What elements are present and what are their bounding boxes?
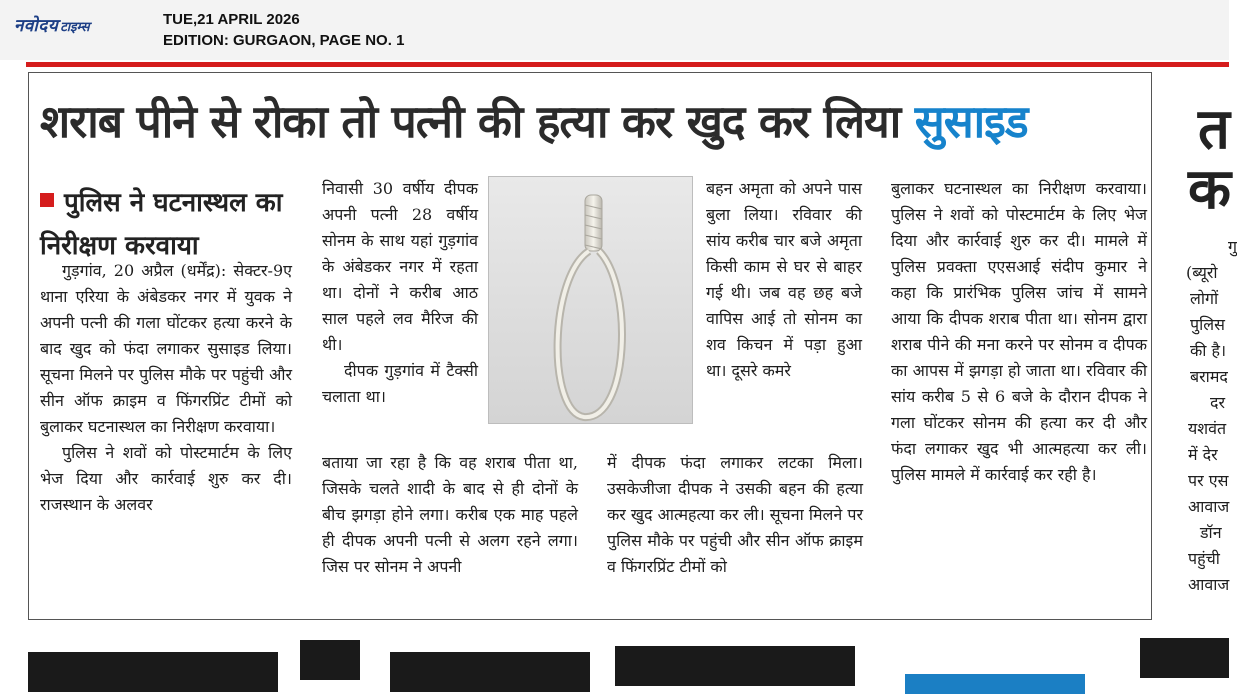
adjacent-line: (ब्यूरो: [1186, 263, 1218, 282]
headline-highlight: सुसाइड: [914, 95, 1028, 148]
article-column-3-continued: [607, 450, 863, 610]
col2-paragraph-1: निवासी 30 वर्षीय दीपक अपनी पत्नी 28 वर्षीय सोनम के साथ यहां गुड़गांव के अंबेडकर नगर में रहता था। दोनों ने करीब आठ साल पहले लव मैरिज की थी।: [322, 179, 478, 354]
epaper-header: [0, 0, 1229, 60]
adjacent-line: यशवंत: [1188, 419, 1227, 438]
adjacent-text: [1180, 234, 1237, 598]
adjacent-article-strip[interactable]: [1158, 72, 1237, 632]
headline-main: शराब पीने से रोका तो पत्नी की हत्या कर खुद कर लिया: [40, 95, 901, 148]
red-divider: [26, 62, 1229, 67]
adjacent-line: पर एस: [1188, 471, 1229, 490]
adjacent-line: में देर: [1188, 445, 1218, 464]
adjacent-line: बरामद: [1190, 367, 1228, 386]
col2-paragraph-2: दीपक गुड़गांव में टैक्सी चलाता था।: [322, 361, 478, 406]
col4-text: बुलाकर घटनास्थल का निरीक्षण करवाया। पुलिस ने शवों को पोस्टमार्टम के लिए भेज दिया और कार्रवाई शुरु कर दी। मामले में पुलिस प्रवक्ता एएसआई संदीप कुमार ने कहा कि प्रारंभिक पुलिस जांच में सामने आया कि दीपक शराब पीता था। सोनम द्वारा शराब पीने की मना करने पर सोनम व दीपक का आपस में झगड़ा हो जाता था। रविवार की सांय करीब 5 से 6 बजे के दौरान दीपक ने गला घोंटकर सोनम की हत्या कर दी और फंदा लगाकर खुद भी आत्महत्या कर ली। पुलिस मामले में कार्रवाई कर रही है।: [891, 179, 1147, 484]
edition-date: TUE,21 APRIL 2026: [163, 11, 300, 28]
adjacent-line: पुलिस: [1190, 315, 1225, 334]
adjacent-line: लोगों: [1190, 289, 1219, 308]
adjacent-line: आवाज: [1188, 575, 1230, 594]
col3-top-text: बहन अमृता को अपने पास बुला लिया। रविवार की सांय करीब चार बजे अमृता किसी काम से घर से बाहर गई थी। जब वह छह बजे वापिस आई तो सोनम का शव किचन में पड़ा हुआ था। दूसरे कमरे: [706, 179, 862, 380]
adjacent-line: आवाज: [1188, 497, 1230, 516]
newspaper-logo[interactable]: [14, 13, 90, 36]
adjacent-line: डॉन: [1200, 523, 1222, 542]
article-column-2: [322, 176, 478, 446]
logo-main-text: नवोदय: [14, 16, 59, 36]
col1-paragraph-1: गुड़गांव, 20 अप्रैल (धर्मेंद्र): सेक्टर-9ए थाना एरिया के अंबेडकर नगर में युवक ने अपनी पत्नी की गला घोंटकर हत्या करने के बाद खुद को फंदा लगाकर सुसाइड लिया। सूचना मिलने पर पुलिस मौके पर पहुंची और सीन ऑफ क्राइम व फिंगरप्रिंट टीमों को बुलाकर घटनास्थल का निरीक्षण करवाया।: [40, 261, 292, 436]
adjacent-line: पहुंची: [1188, 549, 1220, 568]
adjacent-line: दर: [1210, 393, 1226, 412]
adjacent-headline-char-1: त: [1198, 97, 1230, 162]
article-column-4: [891, 176, 1147, 612]
noose-illustration: [489, 177, 694, 425]
edition-info: [163, 9, 404, 51]
col3-wide-text: में दीपक फंदा लगाकर लटका मिला। उसकेजीजा दीपक ने उसकी बहन की हत्या कर खुद आत्महत्या कर ली। सूचना मिलने पर पुलिस मौके पर पहुंची और सीन ऑफ क्राइम व फिंगरप्रिंट टीमों को: [607, 453, 863, 576]
col1-paragraph-2: पुलिस ने शवों को पोस्टमार्टम के लिए भेज दिया और कार्रवाई शुरु कर दी। राजस्थान के अलवर: [40, 443, 292, 514]
article-column-1: [40, 258, 292, 612]
logo-sub-text: टाइम्स: [60, 20, 90, 35]
article-headline: [40, 87, 1133, 157]
article-subhead: [40, 182, 295, 268]
edition-page: EDITION: GURGAON, PAGE NO. 1: [163, 32, 405, 49]
adjacent-line: गु: [1228, 237, 1237, 256]
subhead-text: पुलिस ने घटनास्थल का निरीक्षण करवाया: [40, 188, 283, 261]
col2-wide-text: बताया जा रहा है कि वह शराब पीता था, जिसके चलते शादी के बाद से ही दोनों के बीच झगड़ा होने लगा। करीब एक माह पहले ही दीपक अपनी पत्नी से अलग रहने लगा। जिस पर सोनम ने अपनी: [322, 453, 578, 576]
article-column-2-continued: [322, 450, 578, 610]
bullet-square-icon: [40, 193, 54, 207]
next-article-cropped-headline: [0, 632, 1229, 681]
adjacent-line: की है।: [1190, 341, 1227, 360]
adjacent-headline-char-2: क: [1188, 157, 1232, 222]
article-column-3: [706, 176, 862, 446]
noose-photo[interactable]: [488, 176, 693, 424]
